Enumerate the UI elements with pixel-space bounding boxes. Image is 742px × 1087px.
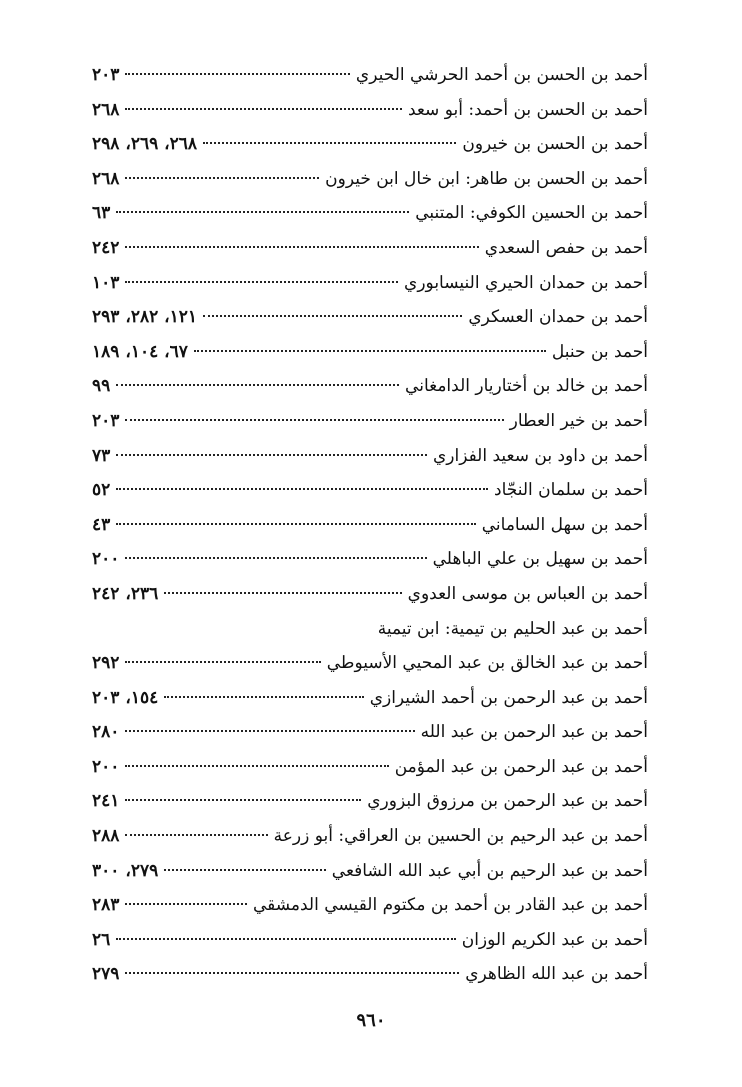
entry-pages: ٢٠٣ [92, 65, 120, 85]
entry-pages: ٦٣ [92, 203, 111, 224]
dot-leader [125, 281, 398, 283]
entry-pages: ٢٨٣ [92, 895, 120, 916]
entry-name: أحمد بن عبد الرحيم بن الحسين بن العراقي: أبو زرعة [273, 826, 648, 847]
entry-pages: ٩٩ [92, 376, 111, 397]
entry-pages: ١٢١، ٢٨٢، ٢٩٣ [92, 307, 198, 328]
dot-leader [164, 869, 326, 871]
dot-leader [125, 903, 247, 905]
dot-leader [116, 488, 488, 490]
dot-leader [125, 765, 388, 767]
index-entry [92, 439, 648, 474]
entry-pages: ٢٠٠ [92, 549, 120, 570]
index-entry [92, 888, 648, 923]
entry-name: أحمد بن حمدان الحيري النيسابوري [404, 272, 648, 293]
entry-pages: ٢٠٠ [92, 756, 120, 777]
dot-leader [164, 592, 401, 594]
entry-name: أحمد بن الحسن بن أحمد الحرشي الحيري [355, 65, 648, 85]
entry-name: أحمد بن عبد الله الظاهري [465, 964, 648, 985]
index-entry [92, 750, 648, 785]
entry-name: أحمد بن عبد الرحمن بن أحمد الشيرازي [369, 687, 648, 708]
dot-leader [203, 142, 456, 144]
dot-leader [116, 384, 399, 386]
entry-name: أحمد بن عبد الرحيم بن أبي عبد الله الشافعي [331, 860, 648, 881]
index-entry [92, 231, 648, 266]
dot-leader [125, 177, 319, 179]
entry-pages: ٢٤١ [92, 791, 120, 812]
entry-pages: ٢٨٨ [92, 826, 120, 847]
index-entry [92, 646, 648, 681]
entry-name: أحمد بن عبد الرحمن بن عبد الله [420, 722, 648, 743]
index-entry [92, 508, 648, 543]
entry-name: أحمد بن عبد الرحمن بن عبد المؤمن [394, 756, 648, 777]
dot-leader [125, 108, 402, 110]
entry-name: أحمد بن خالد بن أختاريار الدامغاني [405, 376, 648, 397]
index-entry [92, 957, 648, 992]
entry-name: أحمد بن حمدان العسكري [468, 307, 648, 328]
index-entry [92, 404, 648, 439]
index-entry [92, 127, 648, 162]
index-entry [92, 266, 648, 301]
entry-name: أحمد بن عبد القادر بن أحمد بن مكتوم القيسي الدمشقي [252, 895, 648, 916]
entry-pages: ٢٧٩ [92, 964, 120, 985]
dot-leader [125, 661, 320, 663]
entry-pages: ٢٧٩، ٣٠٠ [92, 860, 159, 881]
page-number: ٩٦٠ [356, 1010, 386, 1031]
index-entry [92, 542, 648, 577]
index-list [92, 58, 648, 992]
dot-leader [116, 523, 475, 525]
entry-pages: ٢٨٠ [92, 722, 120, 743]
entry-pages: ٢٠٣ [92, 410, 120, 431]
dot-leader [125, 799, 361, 801]
entry-pages: ٤٣ [92, 514, 111, 535]
entry-pages: ٢٣٦، ٢٤٢ [92, 583, 159, 604]
dot-leader [125, 557, 426, 559]
index-entry [92, 162, 648, 197]
entry-pages: ١٠٣ [92, 272, 120, 293]
entry-name: أحمد بن عبد الرحمن بن مرزوق البزوري [367, 791, 648, 812]
dot-leader [116, 938, 455, 940]
dot-leader [203, 315, 462, 317]
dot-leader [116, 211, 409, 213]
index-entry [92, 681, 648, 716]
entry-name: أحمد بن حفص السعدي [484, 237, 648, 258]
index-entry [92, 93, 648, 128]
entry-name: أحمد بن الحسن بن أحمد: أبو سعد [407, 99, 648, 120]
index-entry [92, 612, 648, 647]
entry-pages: ٢٦ [92, 929, 111, 950]
entry-name: أحمد بن عبد الحليم بن تيمية: ابن تيمية [377, 618, 648, 639]
entry-pages: ٥٢ [92, 480, 111, 501]
dot-leader [125, 419, 503, 421]
index-entry [92, 58, 648, 93]
entry-name: أحمد بن الحسين الكوفي: المتنبي [415, 203, 648, 224]
entry-name: أحمد بن عبد الكريم الوزان [461, 929, 648, 950]
entry-name: أحمد بن سلمان النجّاد [494, 480, 648, 501]
index-entry [92, 300, 648, 335]
entry-pages: ٢٤٢ [92, 237, 120, 258]
entry-pages: ١٥٤، ٢٠٣ [92, 687, 159, 708]
entry-name: أحمد بن سهيل بن علي الباهلي [432, 549, 648, 570]
entry-name: أحمد بن خير العطار [509, 410, 648, 431]
entry-name: أحمد بن حنبل [551, 341, 648, 362]
dot-leader [164, 696, 363, 698]
dot-leader [125, 834, 267, 836]
entry-name: أحمد بن العباس بن موسى العدوي [407, 583, 648, 604]
entry-pages: ٢٩٢ [92, 653, 120, 674]
index-entry [92, 196, 648, 231]
index-entry [92, 473, 648, 508]
entry-pages: ٢٦٨ [92, 99, 120, 120]
dot-leader [125, 73, 350, 75]
dot-leader [125, 730, 414, 732]
index-entry [92, 784, 648, 819]
entry-pages: ٢٦٨، ٢٦٩، ٢٩٨ [92, 134, 198, 155]
entry-pages: ٦٧، ١٠٤، ١٨٩ [92, 341, 188, 362]
index-entry [92, 923, 648, 958]
entry-pages: ٢٦٨ [92, 168, 120, 189]
index-entry [92, 819, 648, 854]
dot-leader [125, 246, 478, 248]
index-entry [92, 577, 648, 612]
entry-name: أحمد بن سهل الساماني [481, 514, 648, 535]
index-entry [92, 854, 648, 889]
dot-leader [194, 350, 546, 352]
dot-leader [125, 972, 459, 974]
entry-name: أحمد بن الحسن بن طاهر: ابن خال ابن خيرون [325, 168, 648, 189]
entry-name: أحمد بن الحسن بن خيرون [462, 134, 648, 155]
index-entry [92, 715, 648, 750]
entry-name: أحمد بن عبد الخالق بن عبد المحيي الأسيوطي [326, 653, 648, 674]
index-entry [92, 335, 648, 370]
entry-name: أحمد بن داود بن سعيد الفزاري [432, 445, 648, 466]
dot-leader [116, 454, 427, 456]
index-entry [92, 369, 648, 404]
entry-pages: ٧٣ [92, 445, 111, 466]
